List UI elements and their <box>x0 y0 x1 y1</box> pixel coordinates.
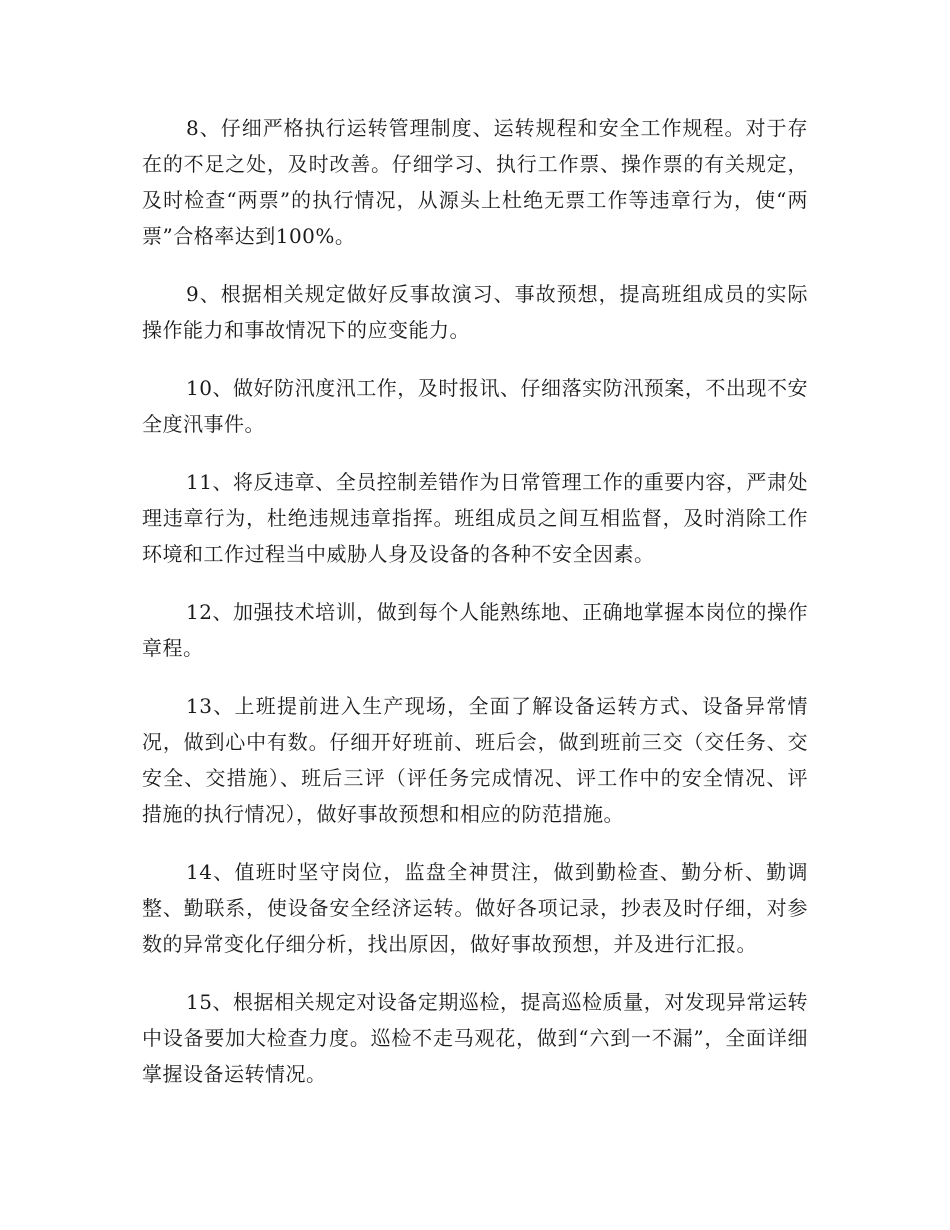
paragraph-11: 11、将反违章、全员控制差错作为日常管理工作的重要内容，严肃处理违章行为，杜绝违规违章指挥。班组成员之间互相监督，及时消除工作环境和工作过程当中威胁人身及设备的各种不安全因素。 <box>142 470 808 566</box>
paragraph-12: 12、加强技术培训，做到每个人能熟练地、正确地掌握本岗位的操作章程。 <box>142 600 808 660</box>
paragraph-13: 13、上班提前进入生产现场，全面了解设备运转方式、设备异常情况，做到心中有数。仔细开好班前、班后会，做到班前三交（交任务、交安全、交措施）、班后三评（评任务完成情况、评工作中的安全情况、评措施的执行情况），做好事故预想和相应的防范措施。 <box>142 694 808 826</box>
document-body <box>142 110 808 1114</box>
paragraph-15: 15、根据相关规定对设备定期巡检，提高巡检质量，对发现异常运转中设备要加大检查力度。巡检不走马观花，做到“六到一不漏”，全面详细掌握设备运转情况。 <box>142 990 808 1086</box>
paragraph-8: 8、仔细严格执行运转管理制度、运转规程和安全工作规程。对于存在的不足之处，及时改善。仔细学习、执行工作票、操作票的有关规定，及时检查“两票”的执行情况，从源头上杜绝无票工作等违章行为，使“两票”合格率达到100%。 <box>142 116 808 248</box>
paragraph-10: 10、做好防汛度汛工作，及时报讯、仔细落实防汛预案，不出现不安全度汛事件。 <box>142 376 808 436</box>
paragraph-14: 14、值班时坚守岗位，监盘全神贯注，做到勤检查、勤分析、勤调整、勤联系，使设备安全经济运转。做好各项记录，抄表及时仔细，对参数的异常变化仔细分析，找出原因，做好事故预想，并及进行汇报。 <box>142 860 808 956</box>
paragraph-9: 9、根据相关规定做好反事故演习、事故预想，提高班组成员的实际操作能力和事故情况下的应变能力。 <box>142 282 808 342</box>
